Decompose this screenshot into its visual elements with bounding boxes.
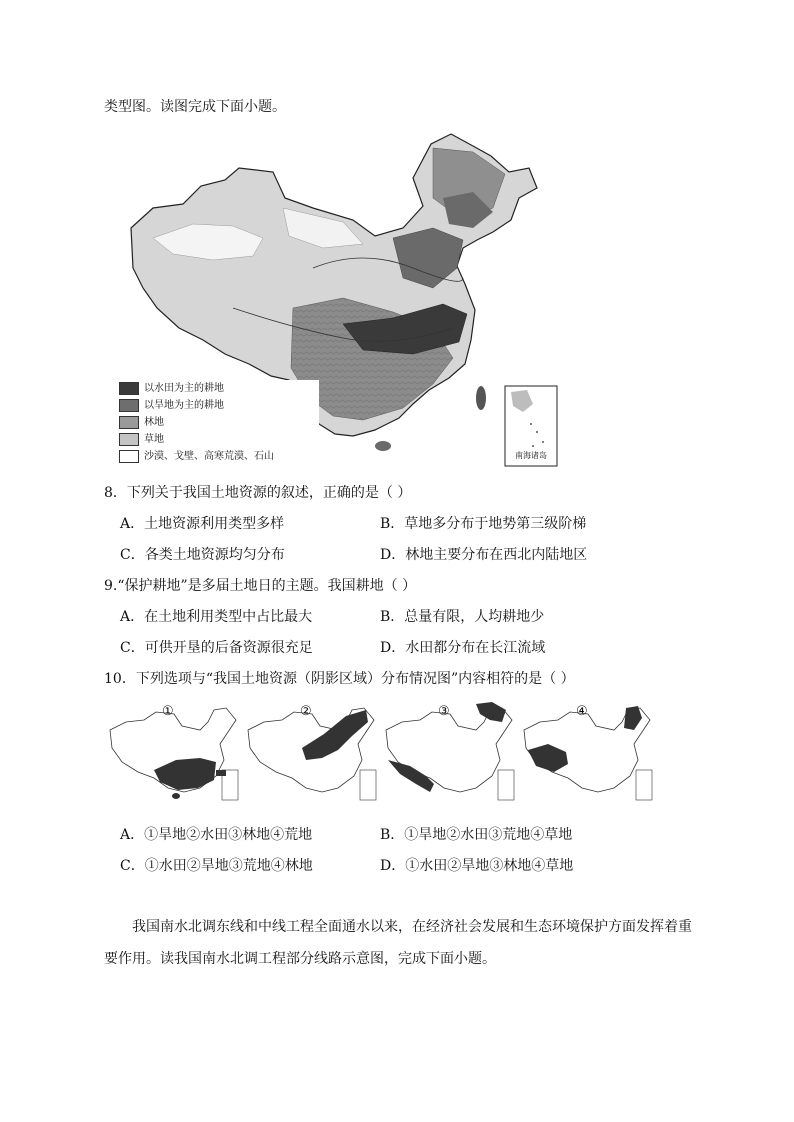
q8-stem: 8．下列关于我国土地资源的叙述，正确的是（ ） [104,485,412,501]
legend-swatch [119,399,139,412]
mini-map-1 [104,700,242,806]
legend-swatch [119,416,139,429]
mini-map-label: ② [300,704,312,719]
q9-option-c[interactable]: C．可供开垦的后备资源很充足 [120,640,313,656]
legend-swatch [119,382,139,395]
passage-line-1: 我国南水北调东线和中线工程全面通水以来，在经济社会发展和生态环境保护方面发挥着重 [132,919,692,935]
q9-option-a[interactable]: A．在土地利用类型中占比最大 [120,609,313,625]
legend-item-forest: 林地 [119,416,164,430]
legend-item-paddy: 以水田为主的耕地 [119,382,224,396]
q9-option-d[interactable]: D．水田都分布在长江流域 [380,640,546,656]
q8-option-a[interactable]: A．土地资源利用类型多样 [120,516,285,532]
mini-map-4 [518,700,656,806]
mini-map-2 [242,700,380,806]
q10-stem: 10．下列选项与“我国土地资源（阴影区域）分布情况图”内容相符的是（ ） [104,671,575,687]
intro-line: 类型图。读图完成下面小题。 [104,99,286,115]
legend-swatch [119,450,139,463]
q8-option-d[interactable]: D．林地主要分布在西北内陆地区 [380,547,588,563]
q8-option-b[interactable]: B．草地多分布于地势第三级阶梯 [380,516,587,532]
land-use-map [113,128,561,468]
mini-map-label: ③ [438,704,450,719]
map-legend [119,380,319,466]
q10-option-d[interactable]: D．①水田②旱地③林地④草地 [380,858,574,874]
q8-option-c[interactable]: C．各类土地资源均匀分布 [120,547,285,563]
legend-item-dryland: 以旱地为主的耕地 [119,399,224,413]
q9-stem: 9.“保护耕地”是多届土地日的主题。我国耕地（ ） [104,578,417,594]
legend-item-desert: 沙漠、戈壁、高寒荒漠、石山 [119,450,274,464]
q10-option-a[interactable]: A．①旱地②水田③林地④荒地 [120,827,313,843]
q10-option-c[interactable]: C．①水田②旱地③荒地④林地 [120,858,313,874]
mini-map-label: ④ [576,704,588,719]
mini-map-label: ① [162,704,174,719]
q10-option-b[interactable]: B．①旱地②水田③荒地④草地 [380,827,573,843]
inset-label: 南海诸岛 [515,451,547,460]
legend-swatch [119,433,139,446]
q9-option-b[interactable]: B．总量有限，人均耕地少 [380,609,545,625]
mini-map-3 [380,700,518,806]
legend-item-grassland: 草地 [119,433,164,447]
passage-line-2: 要作用。读我国南水北调工程部分线路示意图，完成下面小题。 [104,951,496,967]
